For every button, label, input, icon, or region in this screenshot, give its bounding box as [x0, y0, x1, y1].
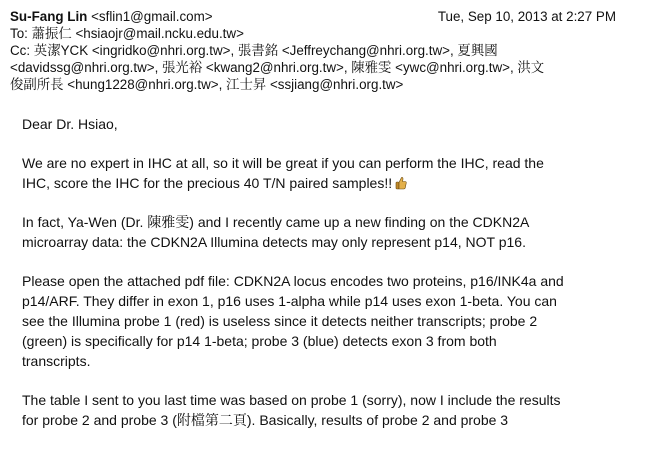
text-line: (green) is specifically for p14 1-beta; probe 3 (blue) detects exon 3 from both [22, 333, 497, 349]
text-line: We are no expert in IHC at all, so it will be great if you can perform the IHC, read the [22, 155, 544, 171]
email-body [22, 114, 622, 449]
email-header [10, 8, 616, 93]
text-line: see the Illumina probe 1 (red) is useless since it detects neither transcripts; probe 2 [22, 313, 538, 329]
text-line: IHC, score the IHC for the precious 40 T/N paired samples!! [22, 175, 393, 191]
text-line: In fact, Ya-Wen (Dr. 陳雅雯) and I recently came up a new finding on the CDKN2A [22, 214, 530, 230]
paragraph-finding [22, 212, 622, 252]
text-line: The table I sent to you last time was based on probe 1 (sorry), now I include the results [22, 392, 561, 408]
email-date: Tue, Sep 10, 2013 at 2:27 PM [437, 9, 616, 24]
from-row [10, 8, 616, 25]
text-line: for probe 2 and probe 3 (附檔第二頁). Basically, results of probe 2 and probe 3 [22, 412, 509, 428]
text-line: microarray data: the CDKN2A Illumina detects may only represent p14, NOT p16. [22, 234, 526, 250]
greeting: Dear Dr. Hsiao, [22, 116, 118, 132]
paragraph-attachment [22, 271, 622, 371]
sender-email[interactable]: <sflin1@gmail.com> [91, 9, 213, 24]
paragraph-table [22, 390, 622, 430]
sender-name[interactable]: Su-Fang Lin [10, 9, 88, 24]
paragraph-ihc-request [22, 153, 622, 193]
cc-line-3: 俊副所長 <hung1228@nhri.org.tw>, 江士昇 <ssjiang@nhri.org.tw> [10, 77, 404, 92]
text-line: transcripts. [22, 353, 91, 369]
cc-line-1: Cc: 英潔YCK <ingridko@nhri.org.tw>, 張書銘 <Jeffreychang@nhri.org.tw>, 夏興國 [10, 43, 498, 58]
to-line: To: 蕭振仁 <hsiaojr@mail.ncku.edu.tw> [10, 26, 244, 41]
sender [10, 8, 213, 25]
cc-line-2: <davidssg@nhri.org.tw>, 張光裕 <kwang2@nhri.org.tw>, 陳雅雯 <ywc@nhri.org.tw>, 洪文 [10, 60, 545, 75]
text-line: p14/ARF. They differ in exon 1, p16 uses 1-alpha while p14 uses exon 1-beta. You can [22, 293, 557, 309]
thumbs-up-icon [395, 175, 407, 189]
text-line: Please open the attached pdf file: CDKN2A locus encodes two proteins, p16/INK4a and [22, 273, 564, 289]
